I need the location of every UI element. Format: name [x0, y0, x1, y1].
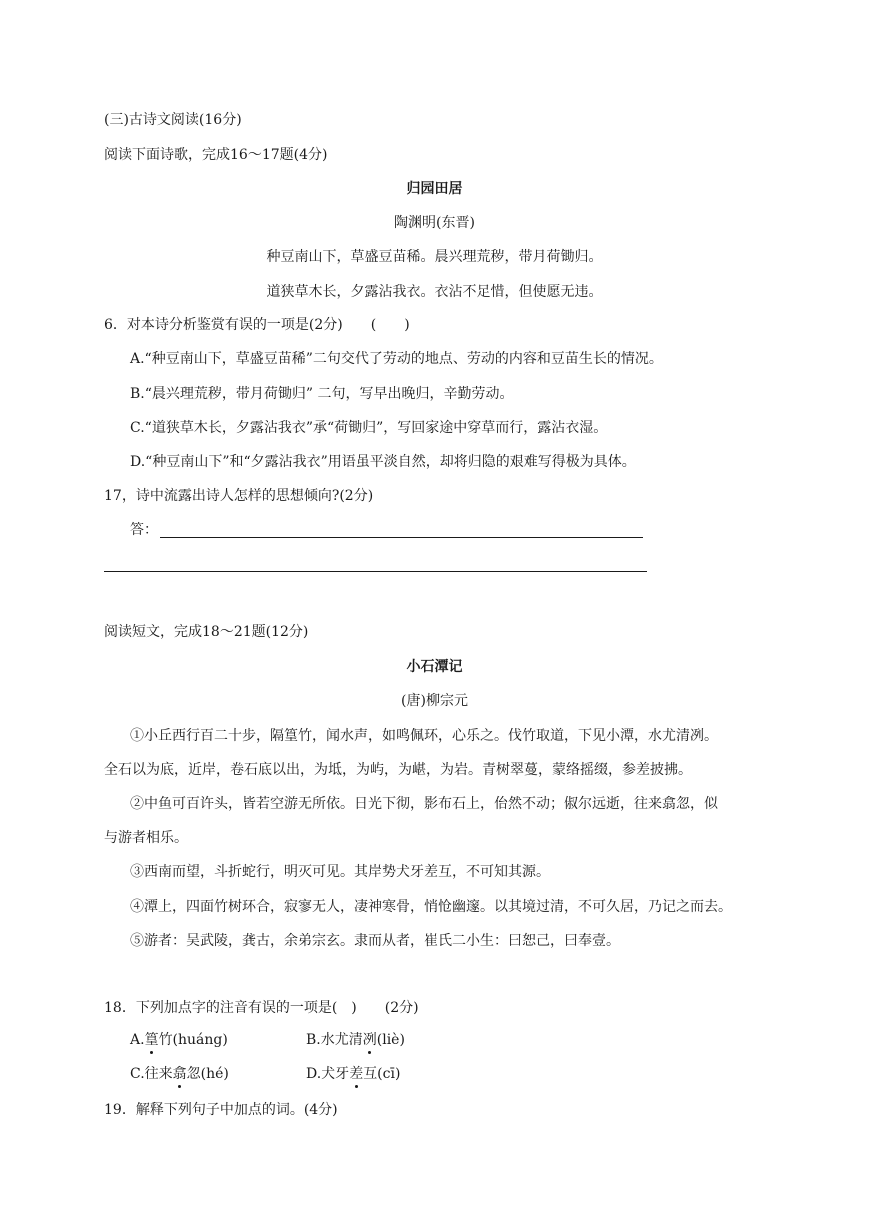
- poem-author: 陶渊明(东晋): [394, 215, 475, 231]
- q19-stem: 19．解释下列句子中加点的词。(4分): [104, 1102, 338, 1118]
- prose-line: ③西南而望，斗折蛇行，明灭可见。其岸势犬牙差互，不可知其源。: [130, 864, 550, 880]
- q18-option-b: [306, 1031, 405, 1049]
- option-prefix: C.往来: [130, 1066, 173, 1082]
- q16-option-c: C.“道狭草木长，夕露沾我衣”承“荷锄归”，写回家途中穿草而行，露沾衣湿。: [130, 420, 608, 436]
- option-prefix: A.: [130, 1032, 145, 1048]
- dotted-char: 篁: [144, 1032, 159, 1048]
- prose-line: 全石以为底，近岸，卷石底以出，为坻，为屿，为嵁，为岩。青树翠蔓，蒙络摇缀，参差披拂。: [104, 762, 692, 778]
- option-suffix: 竹(huáng): [158, 1032, 228, 1048]
- q18-option-a: [130, 1031, 228, 1049]
- q16-stem: 6．对本诗分析鉴赏有误的一项是(2分) ( ): [104, 317, 410, 333]
- q18-stem: 18．下列加点字的注音有误的一项是( ) (2分): [104, 1000, 419, 1016]
- q16-option-d: D.“种豆南山下”和“夕露沾我衣”用语虽平淡自然，却将归隐的艰难写得极为具体。: [130, 454, 636, 470]
- option-prefix: D.犬牙: [306, 1066, 350, 1082]
- poem-line-1: 种豆南山下，草盛豆苗稀。晨兴理荒秽，带月荷锄归。: [266, 249, 603, 265]
- option-prefix: B.水尤清: [306, 1032, 363, 1048]
- poem-line-2: 道狭草木长，夕露沾我衣。衣沾不足惜，但使愿无违。: [266, 284, 603, 300]
- prose-line: ②中鱼可百许头，皆若空游无所依。日光下彻，影布石上，佁然不动；俶尔远逝，往来翕忽，似: [130, 796, 718, 812]
- prose-line: 与游者相乐。: [104, 830, 188, 846]
- dotted-char: 翕: [172, 1066, 187, 1082]
- option-suffix: 互(cī): [363, 1066, 401, 1082]
- prose-line: ⑤游者：吴武陵，龚古，余弟宗玄。隶而从者，崔氏二小生：曰恕己，曰奉壹。: [130, 933, 620, 949]
- prose-line: ④潭上，四面竹树环合，寂寥无人，凄神寒骨，悄怆幽邃。以其境过清，不可久居，乃记之而去。: [130, 899, 732, 915]
- section-header: (三)古诗文阅读(16分): [104, 112, 242, 128]
- prose-title: 小石潭记: [406, 659, 463, 675]
- dotted-char: 冽: [362, 1032, 377, 1048]
- q17-stem: 17，诗中流露出诗人怎样的思想倾向?(2分): [104, 488, 374, 504]
- option-suffix: (liè): [376, 1032, 405, 1048]
- poem-instruction: 阅读下面诗歌，完成16～17题(4分): [104, 147, 328, 163]
- prose-line: ①小丘西行百二十步，隔篁竹，闻水声，如鸣佩环，心乐之。伐竹取道，下见小潭，水尤清冽。: [130, 728, 718, 744]
- answer-line-2[interactable]: [104, 571, 647, 572]
- q18-option-d: [306, 1065, 400, 1083]
- q16-option-b: B.“晨兴理荒秽，带月荷锄归” 二句，写早出晚归，辛勤劳动。: [130, 386, 514, 402]
- prose-instruction: 阅读短文，完成18～21题(12分): [104, 624, 309, 640]
- q18-option-c: [130, 1065, 229, 1083]
- option-suffix: 忽(hé): [186, 1066, 229, 1082]
- q16-option-a: A.“种豆南山下，草盛豆苗稀”二句交代了劳动的地点、劳动的内容和豆苗生长的情况。: [130, 351, 663, 367]
- prose-author: (唐)柳宗元: [401, 693, 468, 709]
- dotted-char: 差: [349, 1066, 364, 1082]
- answer-line-1[interactable]: [160, 537, 643, 538]
- answer-label: 答：: [130, 522, 158, 538]
- poem-title: 归园田居: [406, 181, 463, 197]
